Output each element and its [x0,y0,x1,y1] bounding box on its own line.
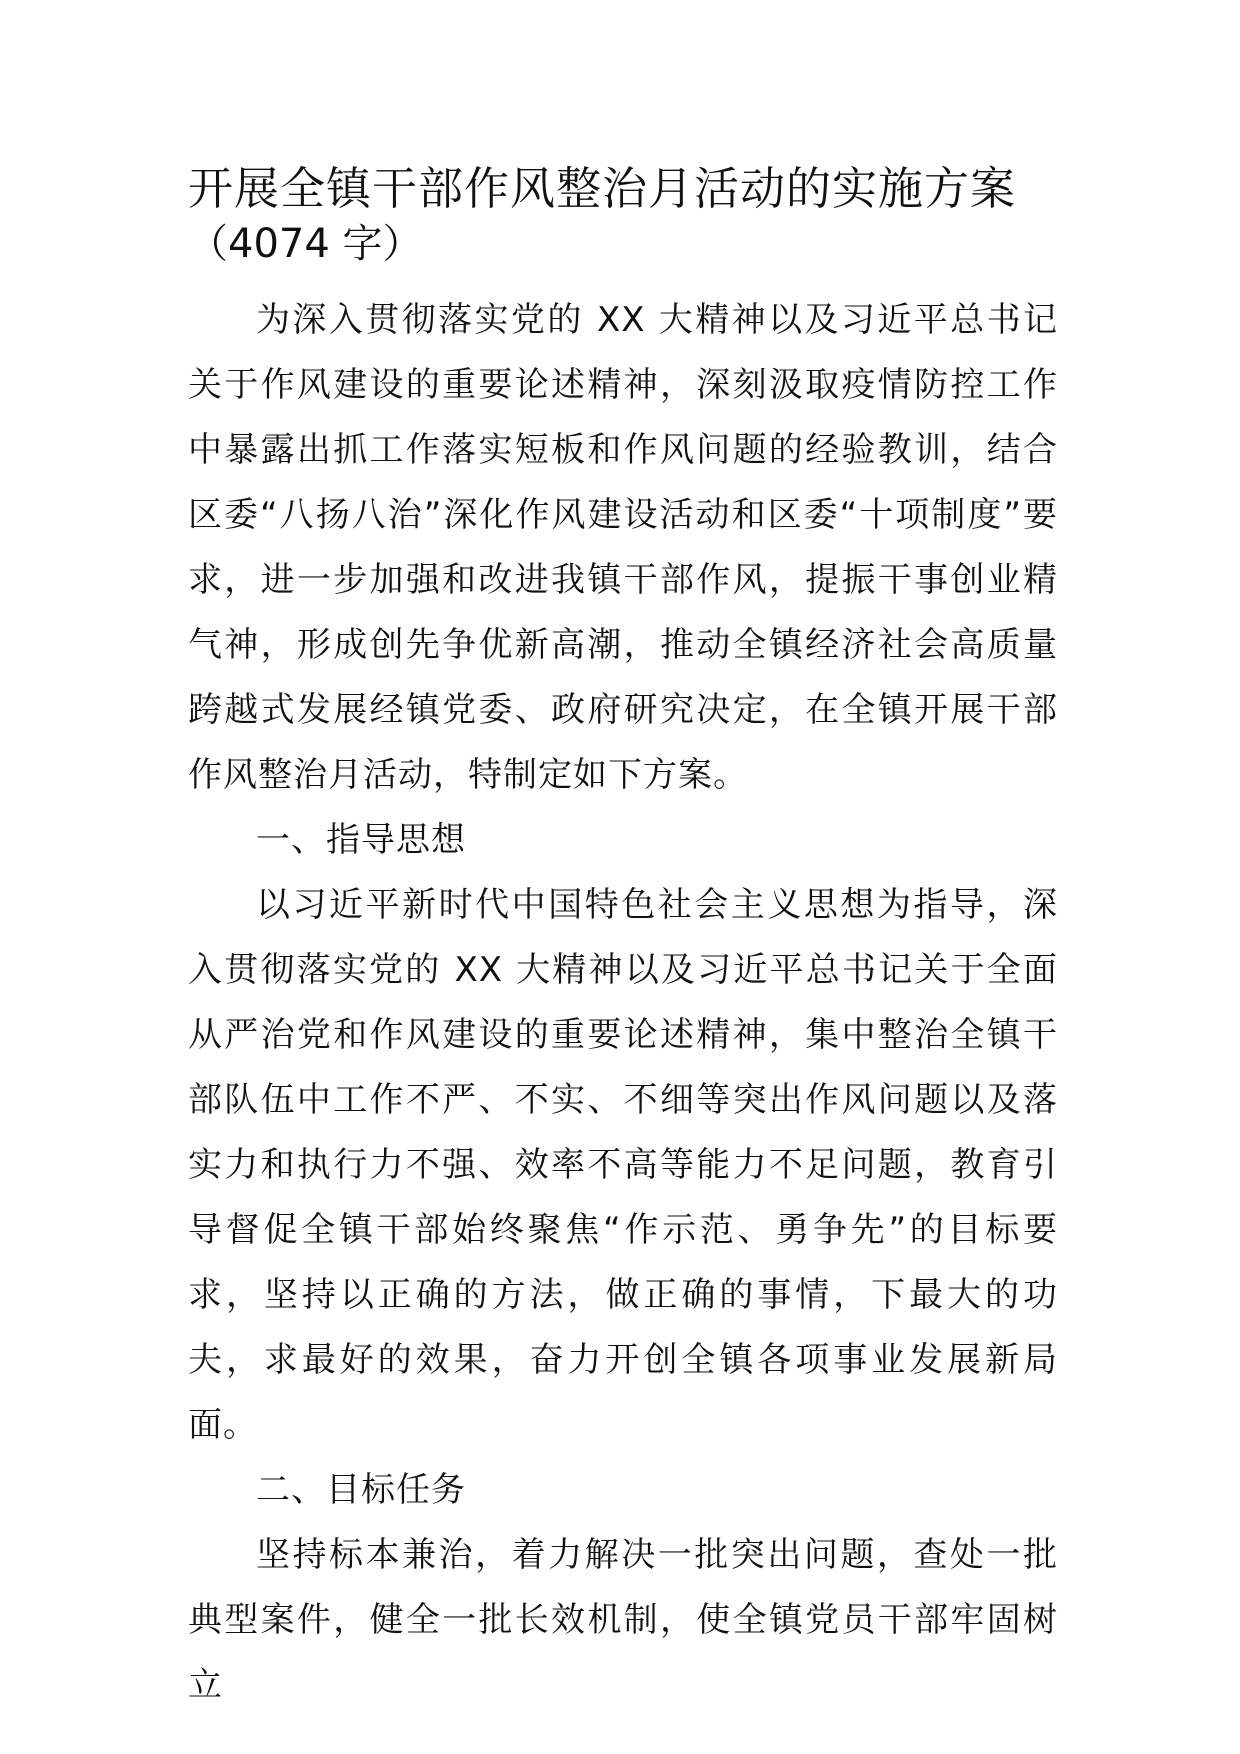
section-heading-guiding-ideology: 一、指导思想 [256,820,466,860]
document-title: 开展全镇干部作风整治月活动的实施方案 [188,162,1017,215]
document-word-count: （4074 字） [188,221,423,267]
guiding-ideology-paragraph: 以习近平新时代中国特色社会主义思想为指导，深入贯彻落实党的 XX 大精神以及习近平总书记关于全面从严治党和作风建设的重要论述精神，集中整治全镇干部队伍中工作不严、不实、不细等突出作风问题以及落实力和执行力不强、效率不高等能力不足问题，教育引导督促全镇干部始终聚焦“作示范、勇争先”的目标要求，坚持以正确的方法，做正确的事情，下最大的功夫，求最好的效果，奋力开创全镇各项事业发展新局面。 [188,885,1058,1445]
section-heading-goals-tasks: 二、目标任务 [256,1470,466,1510]
document-page [188,160,1058,1718]
intro-paragraph: 为深入贯彻落实党的 XX 大精神以及习近平总书记关于作风建设的重要论述精神，深刻汲取疫情防控工作中暴露出抓工作落实短板和作风问题的经验教训，结合区委“八扬八治”深化作风建设活动和区委“十项制度”要求，进一步加强和改进我镇干部作风，提振干事创业精气神，形成创先争优新高潮，推动全镇经济社会高质量跨越式发展经镇党委、政府研究决定，在全镇开展干部作风整治月活动，特制定如下方案。 [188,300,1058,795]
goals-tasks-paragraph: 坚持标本兼治，着力解决一批突出问题，查处一批典型案件，健全一批长效机制，使全镇党员干部牢固树立 [188,1535,1058,1705]
